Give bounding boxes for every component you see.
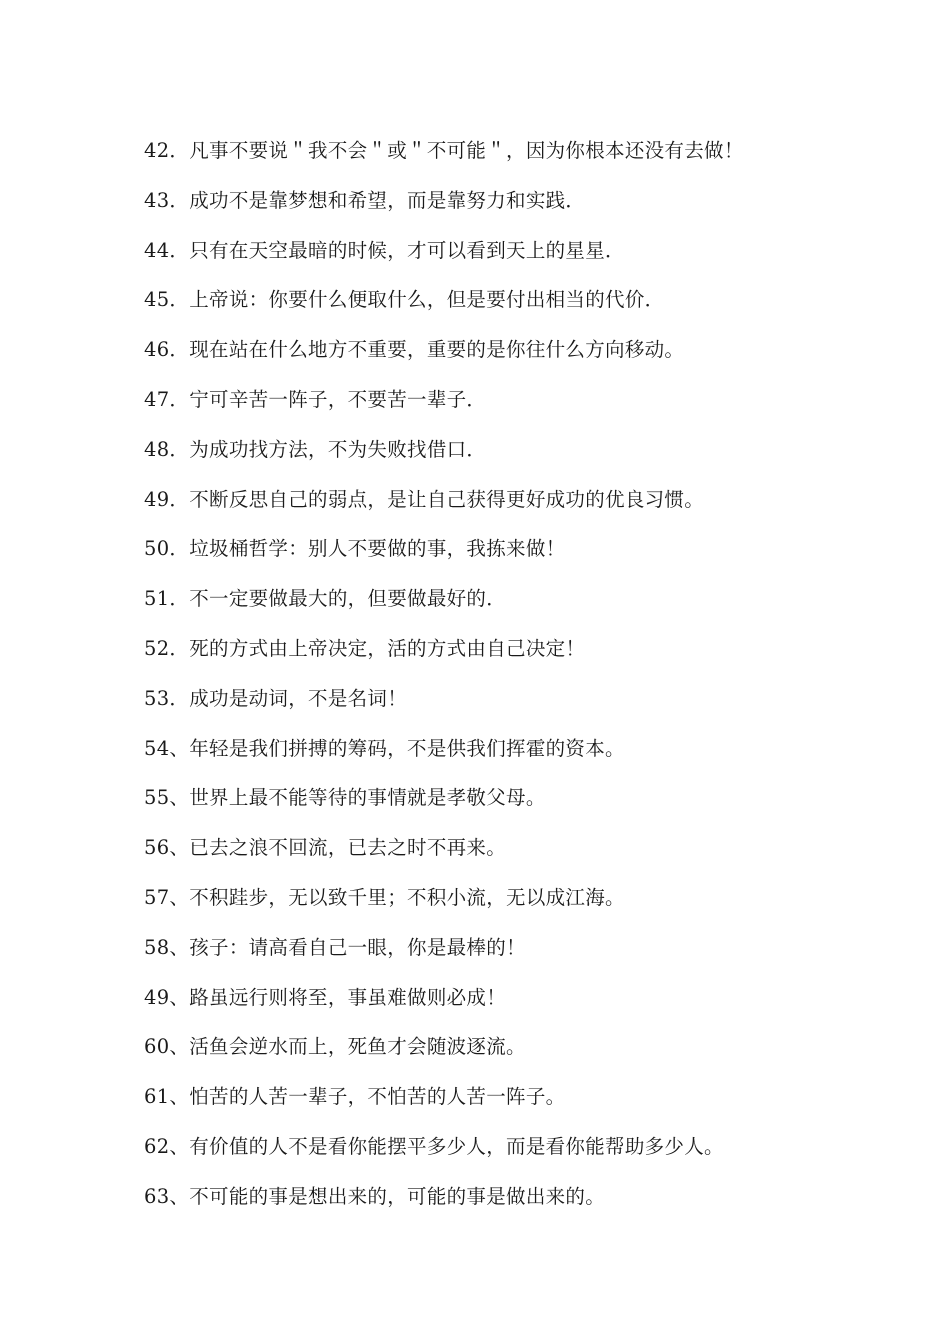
quote-line-50: 50．垃圾桶哲学：别人不要做的事，我拣来做！ bbox=[144, 537, 566, 561]
quote-line-56: 56、已去之浪不回流，已去之时不再来。 bbox=[144, 836, 507, 860]
quote-line-46: 46．现在站在什么地方不重要，重要的是你往什么方向移动。 bbox=[144, 338, 685, 362]
quote-line-48: 48．为成功找方法，不为失败找借口． bbox=[144, 437, 487, 461]
quote-line-54: 54、年轻是我们拼搏的筹码，不是供我们挥霍的资本。 bbox=[144, 736, 625, 760]
quote-line-53: 53．成功是动词，不是名词！ bbox=[144, 686, 408, 710]
quote-line-43: 43．成功不是靠梦想和希望，而是靠努力和实践． bbox=[144, 188, 586, 212]
quote-line-49b: 49、路虽远行则将至，事虽难做则必成！ bbox=[144, 985, 507, 1009]
quote-line-51: 51．不一定要做最大的，但要做最好的． bbox=[144, 587, 507, 611]
quote-line-44: 44．只有在天空最暗的时候，才可以看到天上的星星． bbox=[144, 238, 625, 262]
quote-list bbox=[144, 134, 924, 1230]
quote-line-49: 49．不断反思自己的弱点，是让自己获得更好成功的优良习惯。 bbox=[144, 487, 705, 511]
quote-line-42: 42．凡事不要说＂我不会＂或＂不可能＂，因为你根本还没有去做！ bbox=[144, 139, 744, 162]
quote-line-63: 63、不可能的事是想出来的，可能的事是做出来的。 bbox=[144, 1184, 606, 1208]
quote-line-62: 62、有价值的人不是看你能摆平多少人，而是看你能帮助多少人。 bbox=[144, 1134, 724, 1158]
quote-line-57: 57、不积跬步，无以致千里；不积小流，无以成江海。 bbox=[144, 885, 625, 909]
quote-line-55: 55、世界上最不能等待的事情就是孝敬父母。 bbox=[144, 786, 546, 810]
quote-line-61: 61、怕苦的人苦一辈子，不怕苦的人苦一阵子。 bbox=[144, 1085, 566, 1109]
quote-line-52: 52．死的方式由上帝决定，活的方式由自己决定！ bbox=[144, 636, 586, 660]
quote-line-45: 45．上帝说：你要什么便取什么，但是要付出相当的代价． bbox=[144, 288, 665, 312]
quote-line-60: 60、活鱼会逆水而上，死鱼才会随波逐流。 bbox=[144, 1035, 526, 1059]
quote-line-47: 47．宁可辛苦一阵子，不要苦一辈子． bbox=[144, 387, 487, 411]
quote-line-58: 58、孩子：请高看自己一眼，你是最棒的！ bbox=[144, 935, 526, 959]
